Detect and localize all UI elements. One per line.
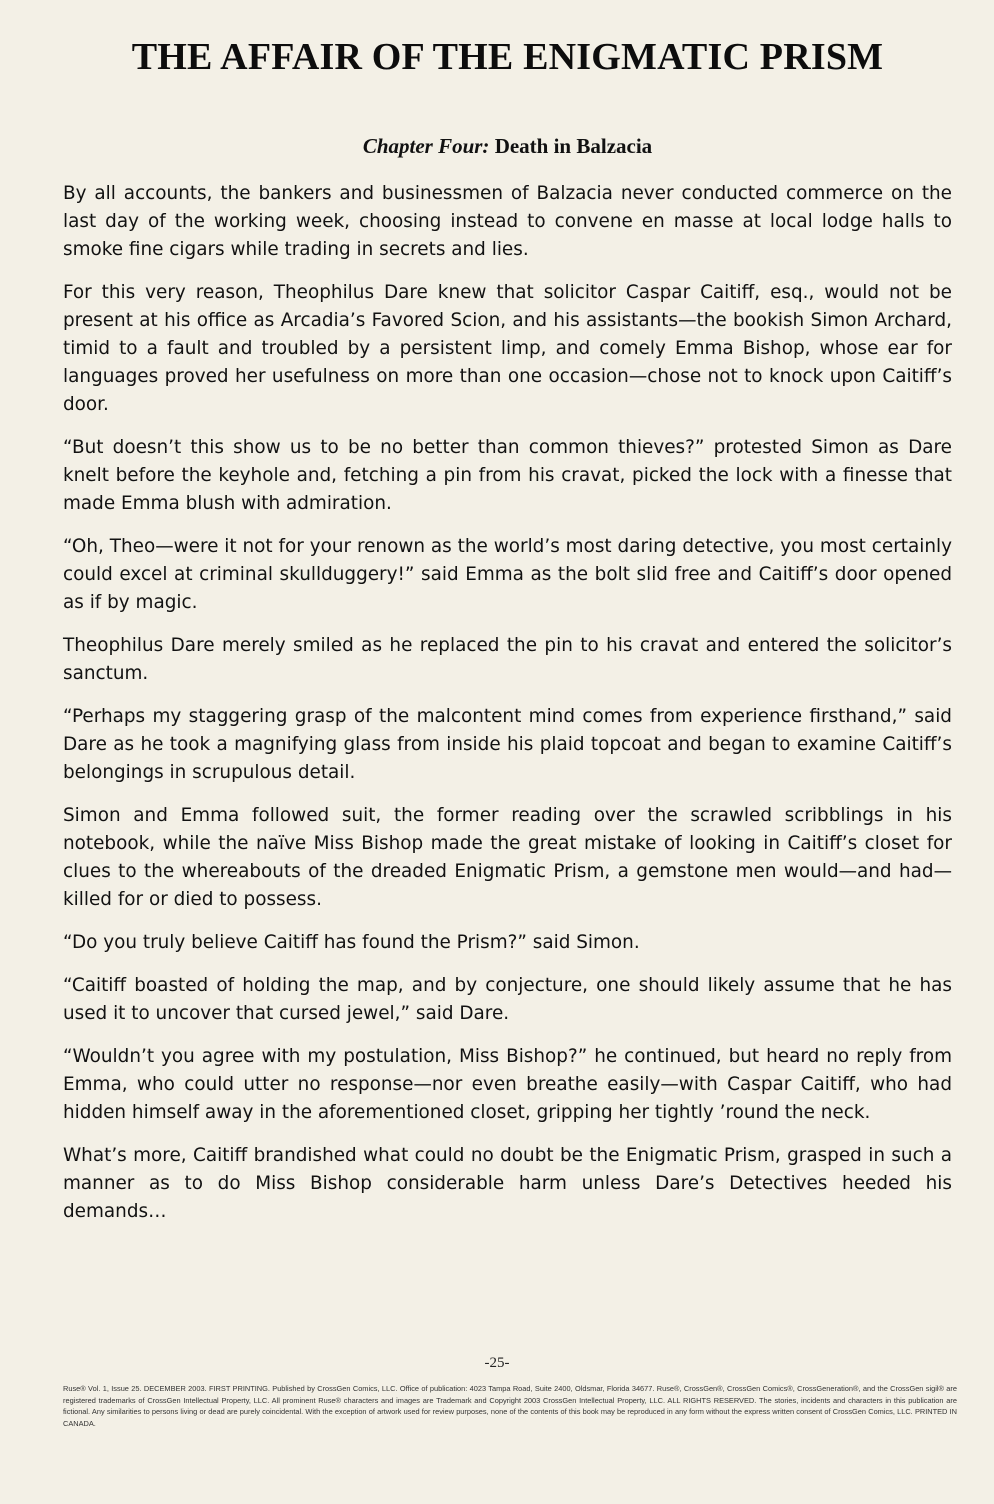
paragraph: For this very reason, Theophilus Dare knew that solicitor Caspar Caitiff, esq., would not be present at his office as Arcadia’s Favored Scion, and his assistants—the bookish Simon Archard, timid to a fault and troubled by a persistent limp, and comely Emma Bishop, whose ear for languages proved her usefulness on more than one occasion—chose not to knock upon Caitiff’s door. [63, 282, 952, 415]
paragraph: “Oh, Theo—were it not for your renown as the world’s most daring detective, you most certainly could excel at criminal skullduggery!” said Emma as the bolt slid free and Caitiff’s door opened as if by magic. [63, 536, 952, 613]
paragraph: What’s more, Caitiff brandished what could no doubt be the Enigmatic Prism, grasped in such a manner as to do Miss Bishop considerable harm unless Dare’s Detectives heeded his demands… [63, 1145, 952, 1222]
paragraph: “Wouldn’t you agree with my postulation, Miss Bishop?” he continued, but heard no reply from Emma, who could utter no response—nor even breathe easily—with Caspar Caitiff, who had hidden himself away in the aforementioned closet, gripping her tightly ’round the neck. [63, 1046, 952, 1123]
publication-indicia: Ruse® Vol. 1, Issue 25. DECEMBER 2003. FIRST PRINTING. Published by CrossGen Comics, LLC. Office of publication: 4023 Tampa Road, Suite 2400, Oldsmar, Florida 34677. Ruse®, CrossGen®, CrossGen Comics®, CrossGeneration®, and the CrossGen sigil® are registered trademarks of CrossGen Intellectual Property, LLC. All prominent Ruse® characters and images are Trademark and Copyright 2003 CrossGen Intellectual Property, LLC. ALL RIGHTS RESERVED. The stories, incidents and characters in this publication are fictional. Any similarities to persons living or dead are purely coincidental. With the exception of artwork used for review purposes, none of the contents of this book may be reproduced in any form without the express written consent of CrossGen Comics, LLC. PRINTED IN CANADA. [63, 1384, 957, 1428]
chapter-heading [63, 132, 952, 160]
paragraph: “Do you truly believe Caitiff has found the Prism?” said Simon. [63, 932, 640, 953]
paragraph: By all accounts, the bankers and businessmen of Balzacia never conducted commerce on the last day of the working week, choosing instead to convene en masse at local lodge halls to smoke fine cigars while trading in secrets and lies. [63, 183, 952, 260]
story-body [63, 180, 952, 1226]
paragraph: Simon and Emma followed suit, the former reading over the scrawled scribblings in his notebook, while the naïve Miss Bishop made the great mistake of looking in Caitiff’s closet for clues to the whereabouts of the dreaded Enigmatic Prism, a gemstone men would—and had—killed for or died to possess. [63, 805, 952, 910]
paragraph: “Caitiff boasted of holding the map, and by conjecture, one should likely assume that he has used it to uncover that cursed jewel,” said Dare. [63, 975, 952, 1024]
paragraph: “But doesn’t this show us to be no better than common thieves?” protested Simon as Dare knelt before the keyhole and, fetching a pin from his cravat, picked the lock with a finesse that made Emma blush with admiration. [63, 437, 952, 514]
story-title: THE AFFAIR OF THE ENIGMATIC PRISM [131, 36, 884, 78]
chapter-name: Death in Balzacia [494, 134, 653, 158]
page-number: -25- [484, 1355, 510, 1371]
paragraph: Theophilus Dare merely smiled as he replaced the pin to his cravat and entered the solicitor’s sanctum. [63, 635, 952, 684]
chapter-number: Chapter Four: [362, 134, 490, 158]
paragraph: “Perhaps my staggering grasp of the malcontent mind comes from experience firsthand,” said Dare as he took a magnifying glass from inside his plaid topcoat and began to examine Caitiff’s belongings in scrupulous detail. [63, 706, 952, 783]
